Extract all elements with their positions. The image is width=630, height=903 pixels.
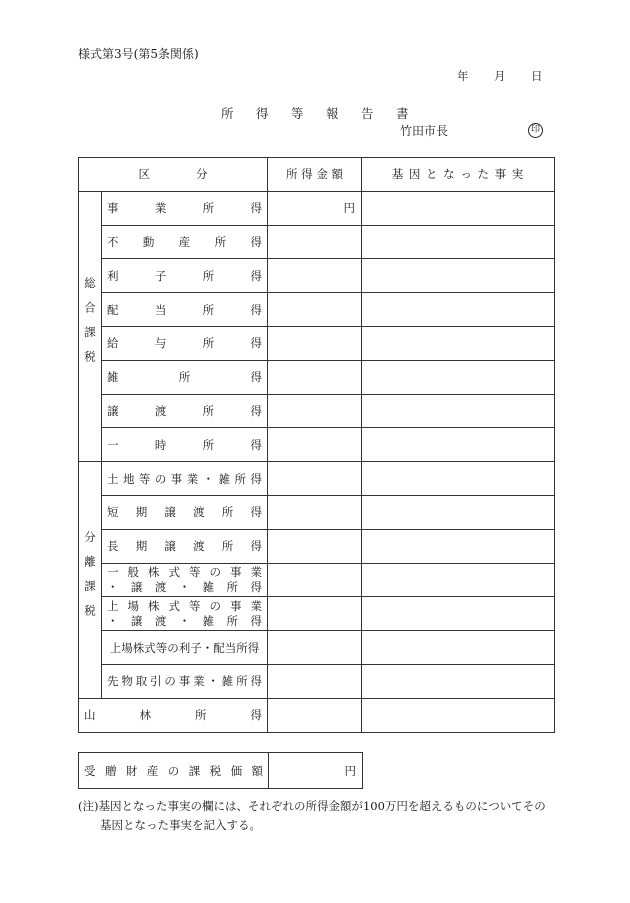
basis-field[interactable] (362, 259, 555, 293)
amount-field[interactable] (268, 631, 362, 665)
basis-field[interactable] (362, 563, 555, 597)
basis-field[interactable] (362, 698, 555, 732)
row-label-text: 短 期 譲 渡 所 得 (107, 505, 262, 520)
basis-field[interactable] (362, 664, 555, 698)
row-label (102, 631, 268, 665)
title-char: 書 (396, 106, 409, 121)
row-label-text: 事 業 所 得 (107, 201, 262, 216)
basis-field[interactable] (362, 428, 555, 462)
group-separate (79, 462, 102, 699)
table-row (79, 191, 555, 225)
row-label-line: 上 場 株 式 等 の 事 業 (107, 598, 262, 613)
table-row (79, 462, 555, 496)
row-label-text: 上 場 株 式 等 の 利 子 ・ 配 当 所 得 (109, 640, 260, 655)
group-separate-label: 分離課税 (83, 530, 97, 629)
header-category: 区 分 (79, 158, 268, 192)
table-row (79, 529, 555, 563)
row-label-text: 不 動 産 所 得 (107, 234, 262, 249)
row-label-text: 雑 所 得 (107, 370, 262, 385)
row-label-text: 給 与 所 得 (107, 336, 262, 351)
row-label (102, 563, 268, 597)
table-row (79, 326, 555, 360)
footnote (78, 797, 558, 835)
amount-field[interactable] (268, 360, 362, 394)
basis-field[interactable] (362, 360, 555, 394)
table-header-row (79, 158, 555, 192)
table-row (79, 360, 555, 394)
footnote-line: (注)基因となった事実の欄には、それぞれの所得金額が100万円を超えるものについてその (78, 799, 546, 813)
amount-field[interactable] (268, 563, 362, 597)
row-label-text: 先 物 取 引 の 事 業 ・ 雑 所 得 (107, 674, 262, 689)
row-label-text: 譲 渡 所 得 (107, 403, 262, 418)
table-row (79, 394, 555, 428)
row-label (102, 529, 268, 563)
title-char: 所 (221, 106, 234, 121)
table-row (79, 664, 555, 698)
amount-field[interactable] (268, 495, 362, 529)
row-label (102, 259, 268, 293)
amount-field[interactable] (268, 394, 362, 428)
amount-field[interactable] (268, 225, 362, 259)
date-month-label: 月 (494, 69, 506, 83)
row-label (102, 428, 268, 462)
header-amount: 所 得 金 額 (268, 158, 362, 192)
row-label-text: 受 贈 財 産 の 課 税 価 額 (84, 763, 263, 778)
amount-field[interactable] (268, 428, 362, 462)
table-row (79, 293, 555, 327)
table-row (79, 259, 555, 293)
basis-field[interactable] (362, 293, 555, 327)
title-char: 等 (291, 106, 304, 121)
row-label (102, 597, 268, 631)
row-label (79, 753, 269, 789)
basis-field[interactable] (362, 191, 555, 225)
row-label-text: 一 時 所 得 (107, 437, 262, 452)
row-label-line: ・ 譲 渡 ・ 雑 所 得 (107, 613, 262, 628)
date-day-label: 日 (531, 69, 543, 83)
row-label (102, 394, 268, 428)
income-report-table (78, 157, 555, 733)
table-row (79, 428, 555, 462)
title-char: 報 (326, 106, 339, 121)
table-row (79, 597, 555, 631)
row-label-line: 一 般 株 式 等 の 事 業 (107, 564, 262, 579)
basis-field[interactable] (362, 225, 555, 259)
row-label (102, 360, 268, 394)
group-general (79, 191, 102, 461)
row-label (79, 698, 268, 732)
table-row (79, 698, 555, 732)
amount-field[interactable] (268, 597, 362, 631)
amount-field[interactable] (268, 293, 362, 327)
date-year-label: 年 (457, 69, 469, 83)
row-label-text: 配 当 所 得 (107, 302, 262, 317)
row-label-line: ・ 譲 渡 ・ 雑 所 得 (107, 579, 262, 594)
row-label (102, 326, 268, 360)
header-basis: 基 因 と な っ た 事 実 (362, 158, 555, 192)
amount-field[interactable] (268, 326, 362, 360)
table-row (79, 495, 555, 529)
row-label-text: 土 地 等 の 事 業 ・ 雑 所 得 (107, 471, 262, 486)
table-row (79, 563, 555, 597)
row-label (102, 293, 268, 327)
group-general-label: 総合課税 (83, 277, 97, 376)
row-label (102, 191, 268, 225)
gift-tax-table (78, 752, 363, 789)
basis-field[interactable] (362, 495, 555, 529)
basis-field[interactable] (362, 326, 555, 360)
amount-field[interactable] (268, 664, 362, 698)
row-label (102, 225, 268, 259)
addressee: 竹田市長 (400, 124, 449, 138)
footnote-line: 基因となった事実を記入する。 (100, 818, 261, 832)
basis-field[interactable] (362, 394, 555, 428)
amount-field[interactable] (268, 462, 362, 496)
row-label (102, 462, 268, 496)
table-row (79, 631, 555, 665)
title-char: 得 (256, 106, 269, 121)
basis-field[interactable] (362, 597, 555, 631)
amount-field[interactable] (268, 259, 362, 293)
title-char: 告 (361, 106, 374, 121)
row-label (102, 664, 268, 698)
seal-mark: 印 (528, 123, 543, 138)
basis-field[interactable] (362, 529, 555, 563)
amount-field[interactable]: 円 (268, 191, 362, 225)
row-label (102, 495, 268, 529)
table-row (79, 225, 555, 259)
table-row (79, 753, 363, 789)
row-label-text: 山 林 所 得 (84, 708, 262, 723)
row-label-text: 利 子 所 得 (107, 268, 262, 283)
basis-field[interactable] (362, 631, 555, 665)
form-number: 様式第3号(第5条関係) (78, 47, 199, 61)
gift-amount-field[interactable]: 円 (269, 753, 363, 789)
row-label-text: 長 期 譲 渡 所 得 (107, 539, 262, 554)
basis-field[interactable] (362, 462, 555, 496)
amount-field[interactable] (268, 529, 362, 563)
amount-field[interactable] (268, 698, 362, 732)
